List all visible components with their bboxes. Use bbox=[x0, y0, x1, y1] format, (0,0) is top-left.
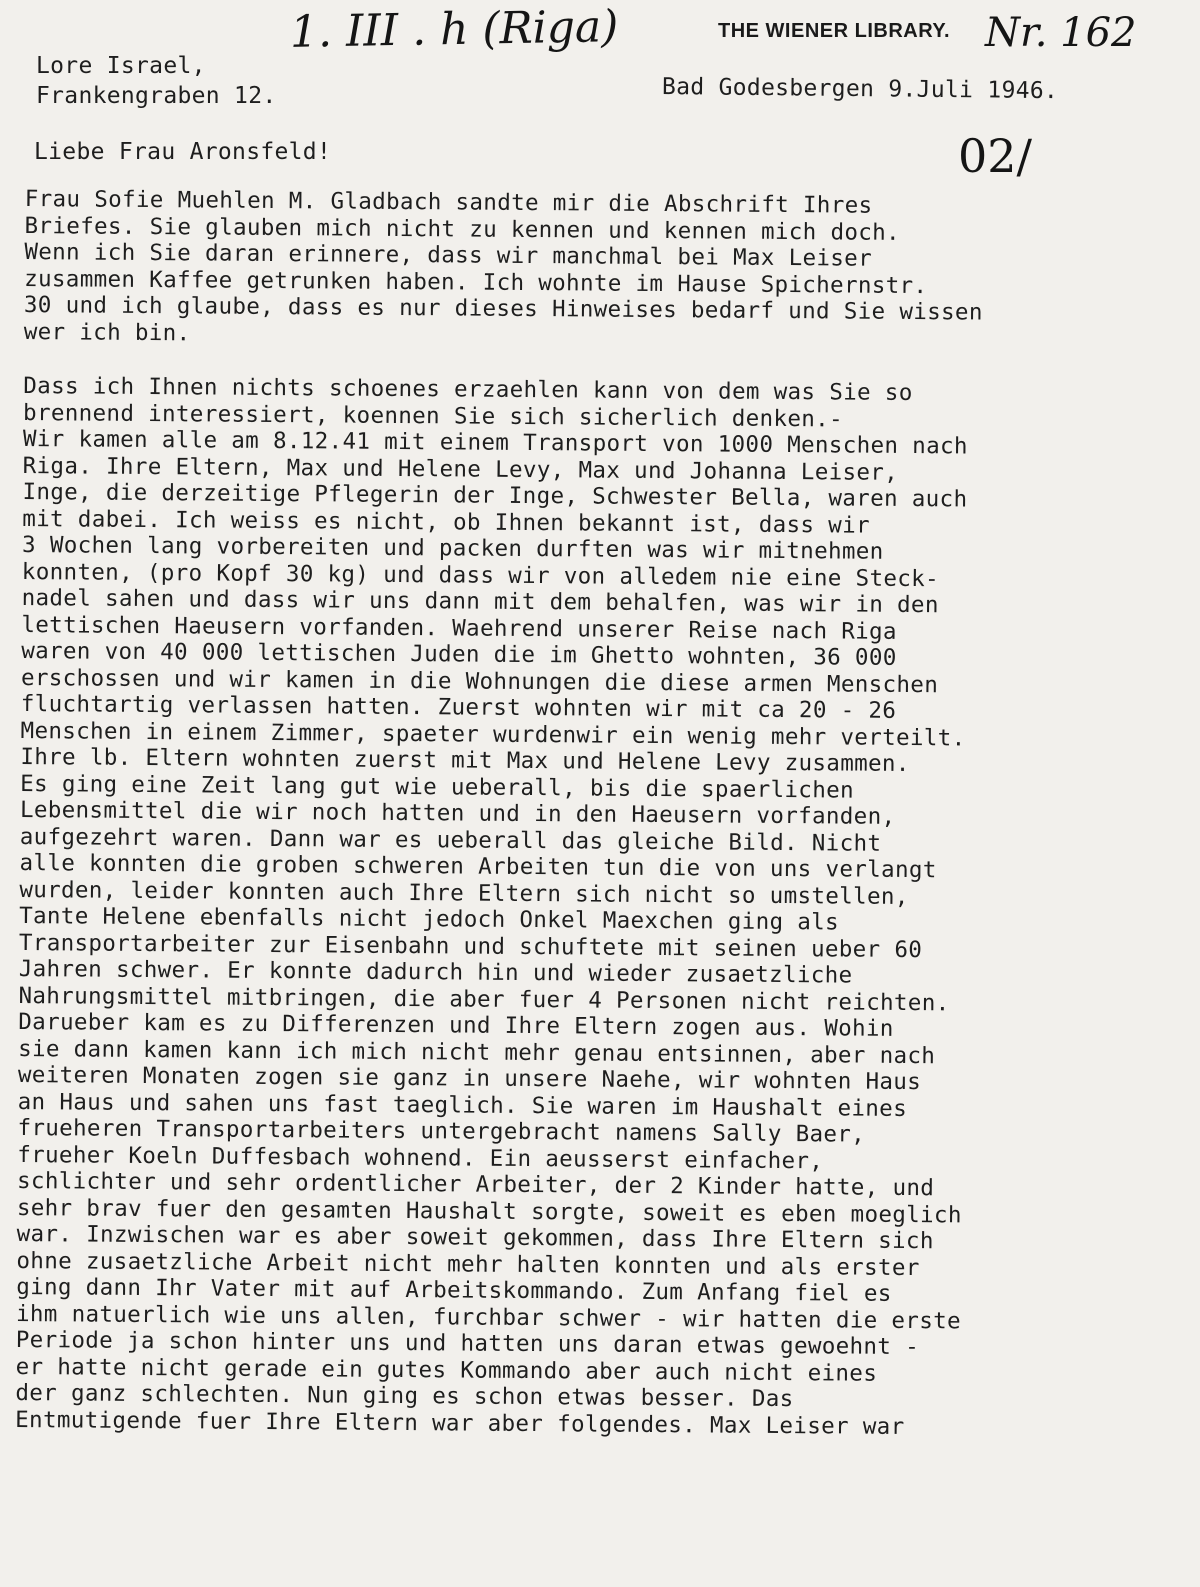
text-line: 3 Wochen lang vorbereiten und packen durften was wir mitnehmen bbox=[21, 532, 884, 565]
text-line: frueher Koeln Duffesbach wohnend. Ein aeusserst einfacher, bbox=[17, 1141, 824, 1174]
text-line: Transportarbeiter zur Eisenbahn und schuftete mit seinen ueber 60 bbox=[18, 929, 923, 963]
text-line: Es ging eine Zeit lang gut wie ueberall, bis die spaerlichen bbox=[20, 770, 855, 804]
text-line: brennend interessiert, koennen Sie sich sicherlich denken.- bbox=[23, 399, 844, 432]
text-line: aufgezehrt waren. Dann war es ueberall das gleiche Bild. Nicht bbox=[19, 823, 882, 857]
text-line: Riga. Ihre Eltern, Max und Helene Levy, Max und Johanna Leiser, bbox=[22, 452, 899, 486]
text-line: an Haus und sahen uns fast taeglich. Sie waren im Haushalt eines bbox=[17, 1088, 908, 1122]
salutation: Liebe Frau Aronsfeld! bbox=[34, 139, 332, 165]
paragraph-2 bbox=[15, 373, 1193, 1442]
text-line: waren von 40 000 lettischen Juden die im Ghetto wohnten, 36 000 bbox=[21, 638, 897, 671]
text-line: schlichter und sehr ordentlicher Arbeiter, der 2 Kinder hatte, und bbox=[16, 1167, 935, 1202]
text-line: Lebensmittel die wir noch hatten und in den Haeusern vorfanden, bbox=[19, 797, 896, 830]
text-line: wer ich bin. bbox=[23, 318, 191, 346]
text-line: der ganz schlechten. Nun ging es schon etwas besser. Das bbox=[15, 1379, 794, 1413]
text-line: zusammen Kaffee getrunken haben. Ich wohnte im Hause Spichernstr. bbox=[24, 265, 928, 299]
place-date: Bad Godesbergen 9.Juli 1946. bbox=[661, 74, 1059, 105]
text-line: wurden, leider konnten auch Ihre Eltern sich nicht so umstellen, bbox=[19, 876, 909, 910]
text-line: Tante Helene ebenfalls nicht jedoch Onkel Maexchen ging als bbox=[19, 902, 840, 936]
text-line: Wir kamen alle am 8.12.41 mit einem Transport von 1000 Menschen nach bbox=[22, 426, 968, 460]
text-line: Ihre lb. Eltern wohnten zuerst mit Max und Helene Levy zusammen. bbox=[20, 744, 910, 777]
sender-street: Frankengraben 12. bbox=[36, 83, 277, 109]
text-line: ging dann Ihr Vater mit auf Arbeitskommando. Zum Anfang fiel es bbox=[16, 1273, 892, 1307]
text-line: Entmutigende fuer Ihre Eltern war aber folgendes. Max Leiser war bbox=[15, 1406, 905, 1440]
text-line: erschossen und wir kamen in die Wohnungen die diese armen Menschen bbox=[20, 664, 939, 698]
letter-body bbox=[15, 186, 1195, 1442]
handwritten-number: Nr. 162 bbox=[985, 10, 1137, 56]
text-line: sie dann kamen kann ich mich nicht mehr genau entsinnen, aber nach bbox=[18, 1035, 936, 1069]
text-line: Darueber kam es zu Differenzen und Ihre Eltern zogen aus. Wohin bbox=[18, 1008, 894, 1042]
text-line: 30 und ich glaube, dass es nur dieses Hinweises bedarf und Sie wissen bbox=[23, 292, 983, 326]
text-line: lettischen Haeusern vorfanden. Waehrend unserer Reise nach Riga bbox=[21, 611, 897, 645]
text-line: Nahrungsmittel mitbringen, die aber fuer 4 Personen nicht reichten. bbox=[18, 982, 950, 1016]
text-line: konnten, (pro Kopf 30 kg) und dass wir von alledem nie eine Steck- bbox=[21, 558, 940, 592]
handwritten-code: 02/ bbox=[958, 129, 1033, 183]
text-line: weiteren Monaten zogen sie ganz in unsere Naehe, wir wohnten Haus bbox=[17, 1061, 922, 1096]
wiener-library-stamp: THE WIENER LIBRARY. bbox=[718, 20, 951, 42]
sender-name: Lore Israel, bbox=[36, 53, 206, 79]
text-line: nadel sahen und dass wir uns dann mit dem behalfen, was wir in den bbox=[21, 585, 939, 619]
text-line: Dass ich Ihnen nichts schoenes erzaehlen kann von dem was Sie so bbox=[23, 373, 913, 406]
text-line: Menschen in einem Zimmer, spaeter wurdenwir ein wenig mehr verteilt. bbox=[20, 717, 966, 751]
text-line: Wenn ich Sie daran erinnere, dass wir manchmal bei Max Leiser bbox=[24, 239, 873, 272]
text-line: Inge, die derzeitige Pflegerin der Inge, Schwester Bella, waren auch bbox=[22, 479, 968, 513]
paragraph-1 bbox=[24, 186, 1195, 354]
text-line: fluchtartig verlassen hatten. Zuerst wohnten wir mit ca 20 - 26 bbox=[20, 691, 897, 724]
text-line: ihm natuerlich wie uns allen, furchbar schwer - wir hatten die erste bbox=[15, 1300, 962, 1334]
handwritten-reference: 1. III . h (Riga) bbox=[289, 1, 619, 58]
text-line: sehr brav fuer den gesamten Haushalt sorgte, soweit es eben moeglich bbox=[16, 1194, 962, 1228]
text-line: mit dabei. Ich weiss es nicht, ob Ihnen bekannt ist, dass wir bbox=[22, 505, 871, 539]
text-line: Jahren schwer. Er konnte dadurch hin und wieder zusaetzliche bbox=[18, 955, 853, 989]
text-line: frueheren Transportarbeiters untergebracht namens Sally Baer, bbox=[17, 1114, 866, 1148]
text-line: Frau Sofie Muehlen M. Gladbach sandte mir die Abschrift Ihres bbox=[24, 186, 873, 219]
text-line: er hatte nicht gerade ein gutes Kommando aber auch nicht eines bbox=[15, 1353, 878, 1387]
text-line: war. Inzwischen war es aber soweit gekommen, dass Ihre Eltern sich bbox=[16, 1220, 934, 1255]
text-line: alle konnten die groben schweren Arbeiten tun die von uns verlangt bbox=[19, 849, 937, 884]
text-line: ohne zusaetzliche Arbeit nicht mehr halten konnten und als erster bbox=[16, 1247, 920, 1281]
text-line: Periode ja schon hinter uns und hatten uns daran etwas gewoehnt - bbox=[15, 1326, 920, 1361]
text-line: Briefes. Sie glauben mich nicht zu kennen und kennen mich doch. bbox=[24, 212, 901, 246]
